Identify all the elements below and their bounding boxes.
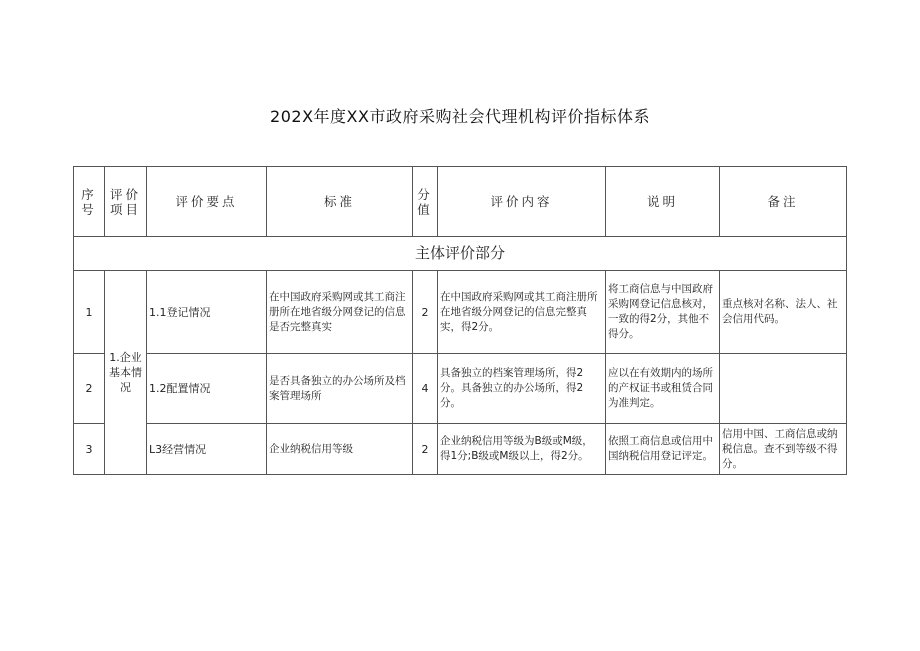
row-content: 具备独立的档案管理场所，得2分。具备独立的办公场所，得2分。 — [438, 354, 606, 424]
row-remark: 信用中国、工商信息或纳税信息。查不到等级不得分。 — [720, 424, 847, 475]
category-cell: 1.企业基本情况 — [105, 271, 147, 475]
row-seq: 1 — [74, 271, 105, 354]
table-row — [74, 271, 847, 354]
row-standard: 在中国政府采购网或其工商注册所在地省级分网登记的信息是否完整真实 — [267, 271, 413, 354]
header-remarks: 备注 — [720, 167, 847, 237]
header-seq — [74, 167, 105, 237]
row-explanation: 将工商信息与中国政府采购网登记信息核对，一致的得2分，其他不得分。 — [606, 271, 720, 354]
row-content: 企业纳税信用等级为B级或M级，得1分;B级或M级以上，得2分。 — [438, 424, 606, 475]
header-explanation: 说明 — [606, 167, 720, 237]
table-row — [74, 354, 847, 424]
row-standard: 是否具备独立的办公场所及档案管理场所 — [267, 354, 413, 424]
header-item-line2: 项目 — [109, 201, 141, 217]
row-explanation: 依照工商信息或信用中国纳税信用登记评定。 — [606, 424, 720, 475]
header-seq-line1: 序 — [81, 186, 97, 202]
header-score-line1: 分 — [417, 186, 433, 202]
row-content: 在中国政府采购网或其工商注册所在地省级分网登记的信息完整真实，得2分。 — [438, 271, 606, 354]
section-title: 主体评价部分 — [74, 237, 847, 271]
section-row — [74, 237, 847, 271]
row-score: 2 — [413, 271, 438, 354]
row-seq: 2 — [74, 354, 105, 424]
row-point: L3经营情况 — [147, 424, 267, 475]
header-score — [413, 167, 438, 237]
header-seq-line2: 号 — [81, 201, 97, 217]
table-row — [74, 424, 847, 475]
header-standard: 标准 — [267, 167, 413, 237]
row-explanation: 应以在有效期内的场所的产权证书或租赁合同为准判定。 — [606, 354, 720, 424]
header-item — [105, 167, 147, 237]
header-item-line1: 评价 — [109, 186, 141, 202]
document-title: 202X年度XX市政府采购社会代理机构评价指标体系 — [270, 107, 650, 126]
row-standard: 企业纳税信用等级 — [267, 424, 413, 475]
header-score-line2: 值 — [417, 201, 433, 217]
evaluation-table — [73, 166, 847, 475]
row-score: 2 — [413, 424, 438, 475]
header-points: 评价要点 — [147, 167, 267, 237]
row-point: 1.2配置情况 — [147, 354, 267, 424]
row-point: 1.1登记情况 — [147, 271, 267, 354]
header-content: 评价内容 — [438, 167, 606, 237]
header-row — [74, 167, 847, 237]
row-remark — [720, 354, 847, 424]
row-score: 4 — [413, 354, 438, 424]
row-seq: 3 — [74, 424, 105, 475]
row-remark: 重点核对名称、法人、社会信用代码。 — [720, 271, 847, 354]
